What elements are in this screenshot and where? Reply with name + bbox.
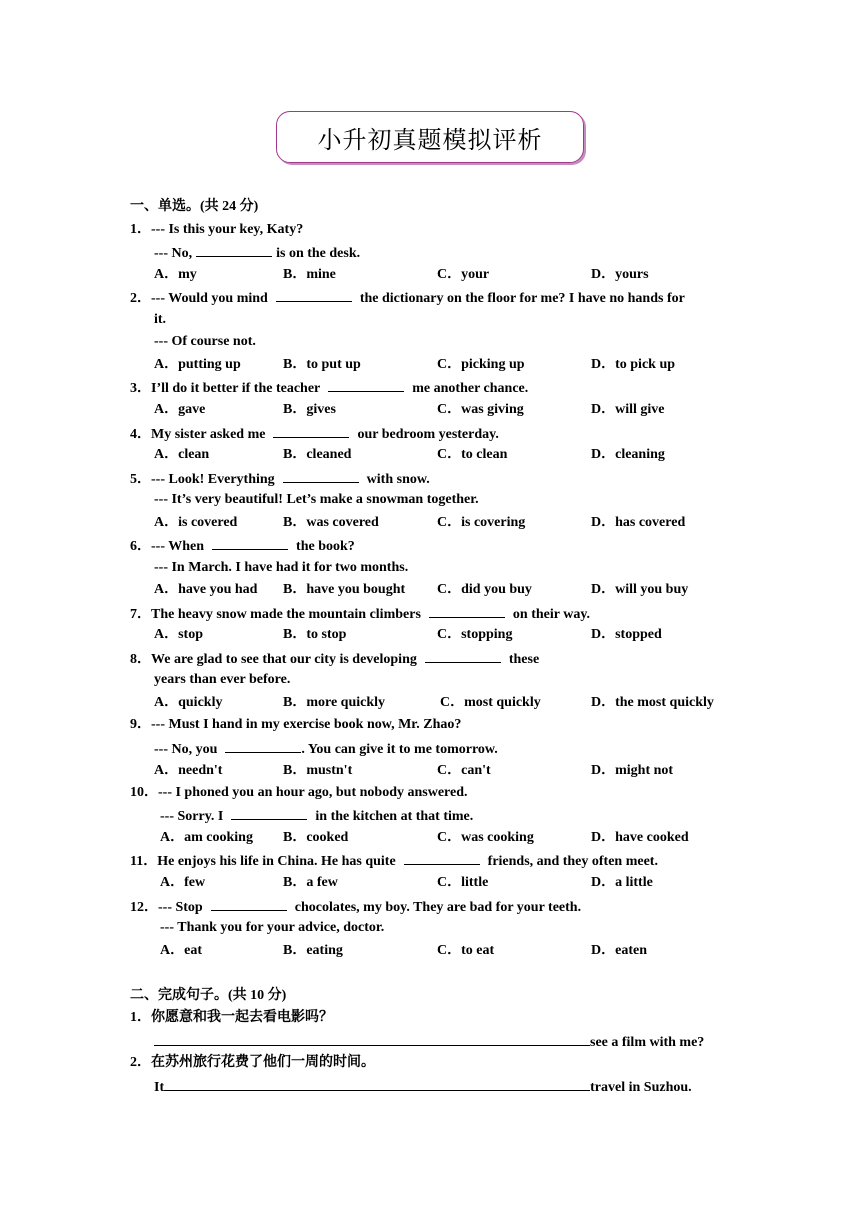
q12-option-a: A．eat [160,943,202,958]
q8-option-c: C．most quickly [440,695,541,710]
question-2-line3: --- Of course not. [154,334,256,349]
q8-option-b: B．more quickly [283,695,386,710]
q11-option-d: D．a little [591,875,653,890]
q6-option-d: D．will you buy [591,582,689,597]
question-4-stem: 4．My sister asked me our bedroom yesterday. [130,424,499,444]
q8-option-d: D．the most quickly [591,695,714,710]
q4-option-d: D．cleaning [591,447,665,462]
q6-option-b: B．have you bought [283,582,406,597]
sentence-2-answer: It travel in Suzhou. [154,1077,692,1097]
q11-option-c: C．little [437,875,489,890]
question-2-stem: 2．--- Would you mind the dictionary on the floor for me? I have no hands for [130,288,685,308]
q1-option-b: B．mine [283,267,336,282]
answer-blank [196,243,272,257]
q2-option-c: C．picking up [437,357,525,372]
question-5-line2: --- It’s very beautiful! Let’s make a snowman together. [154,492,479,507]
q10-option-d: D．have cooked [591,830,689,845]
section1-heading: 一、单选。(共 24 分) [130,199,259,214]
question-10-stem: 10．--- I phoned you an hour ago, but nobody answered. [130,785,468,800]
q3-option-c: C．was giving [437,402,524,417]
q10-option-a: A．am cooking [160,830,253,845]
q7-option-a: A．stop [154,627,204,642]
q3-option-b: B．gives [283,402,336,417]
question-3-stem: 3．I’ll do it better if the teacher me another chance. [130,378,528,398]
answer-blank [276,288,352,302]
q4-option-a: A．clean [154,447,210,462]
question-11-stem: 11．He enjoys his life in China. He has quite friends, and they often meet. [130,851,658,871]
page-title: 小升初真题模拟评析 [317,125,543,154]
section2-heading: 二、完成句子。(共 10 分) [130,988,287,1003]
q5-option-d: D．has covered [591,515,686,530]
q12-option-c: C．to eat [437,943,495,958]
question-1-line2: --- No, is on the desk. [154,243,360,263]
question-6-stem: 6．--- When the book? [130,536,355,556]
q2-option-d: D．to pick up [591,357,676,372]
q5-option-c: C．is covering [437,515,526,530]
q2-option-b: B．to put up [283,357,361,372]
answer-blank [225,739,301,753]
sentence-1-prompt: 1．你愿意和我一起去看电影吗？ [130,1010,333,1025]
q1-option-d: D．yours [591,267,649,282]
q1-option-c: C．your [437,267,490,282]
q9-option-a: A．needn't [154,763,223,778]
q9-option-b: B．mustn't [283,763,353,778]
question-6-line2: --- In March. I have had it for two months. [154,560,409,575]
answer-line [154,1032,590,1046]
sentence-2-prompt: 2．在苏州旅行花费了他们一周的时间。 [130,1055,375,1070]
answer-blank [429,604,505,618]
answer-line [164,1077,590,1091]
q7-option-d: D．stopped [591,627,662,642]
sentence-1-answer: see a film with me? [154,1032,704,1052]
question-7-stem: 7．The heavy snow made the mountain climbers on their way. [130,604,590,624]
answer-blank [231,806,307,820]
q6-option-c: C．did you buy [437,582,532,597]
question-12-line2: --- Thank you for your advice, doctor. [160,920,385,935]
question-9-stem: 9．--- Must I hand in my exercise book now, Mr. Zhao? [130,717,462,732]
answer-blank [273,424,349,438]
q7-option-b: B．to stop [283,627,347,642]
q4-option-c: C．to clean [437,447,508,462]
answer-blank [425,649,501,663]
q5-option-b: B．was covered [283,515,379,530]
question-12-stem: 12．--- Stop chocolates, my boy. They are bad for your teeth. [130,897,581,917]
q12-option-b: B．eating [283,943,343,958]
q11-option-a: A．few [160,875,206,890]
q4-option-b: B．cleaned [283,447,352,462]
question-8-line2: years than ever before. [154,672,291,687]
question-1-stem: 1．--- Is this your key, Katy? [130,222,304,237]
q1-option-a: A．my [154,267,197,282]
answer-blank [212,536,288,550]
question-5-stem: 5．--- Look! Everything with snow. [130,469,430,489]
q7-option-c: C．stopping [437,627,513,642]
q3-option-a: A．gave [154,402,206,417]
q9-option-c: C．can't [437,763,491,778]
answer-blank [404,851,480,865]
question-8-stem: 8．We are glad to see that our city is developing these [130,649,539,669]
q10-option-b: B．cooked [283,830,349,845]
q2-option-a: A．putting up [154,357,241,372]
title-box [276,111,584,163]
q9-option-d: D．might not [591,763,674,778]
question-10-line2: --- Sorry. I in the kitchen at that time. [160,806,473,826]
q8-option-a: A．quickly [154,695,223,710]
q5-option-a: A．is covered [154,515,238,530]
question-9-line2: --- No, you . You can give it to me tomorrow. [154,739,498,759]
q3-option-d: D．will give [591,402,665,417]
q11-option-b: B．a few [283,875,338,890]
q6-option-a: A．have you had [154,582,258,597]
q10-option-c: C．was cooking [437,830,534,845]
question-2-line2: it. [154,312,167,327]
q12-option-d: D．eaten [591,943,647,958]
answer-blank [283,469,359,483]
answer-blank [211,897,287,911]
answer-blank [328,378,404,392]
